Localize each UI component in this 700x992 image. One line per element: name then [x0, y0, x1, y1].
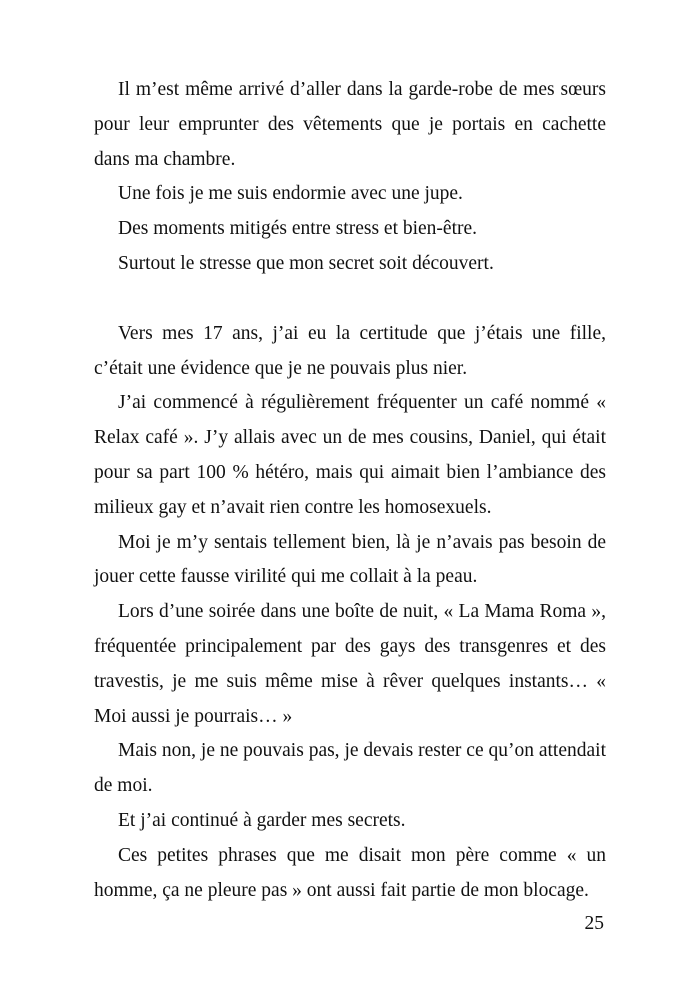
paragraph: Et j’ai continué à garder mes secrets.	[118, 809, 406, 831]
paragraph: Il m’est même arrivé d’aller dans la garde-robe de mes sœurs pour leur emprunter des vêtements que je portais en cachette dans ma chambre.	[94, 79, 606, 170]
page-number: 25	[584, 913, 604, 934]
paragraph: Vers mes 17 ans, j’ai eu la certitude que j’étais une fille, c’était une évidence que je ne pouvais plus nier.	[94, 322, 606, 379]
paragraph: Ces petites phrases que me disait mon père comme « un homme, ça ne pleure pas » ont aussi fait partie de mon blocage.	[94, 844, 606, 901]
paragraph: Lors d’une soirée dans une boîte de nuit, « La Mama Roma », fréquentée principalement par des gays des transgenres et des travestis, je me suis même mise à rêver quelques instants… « Moi aussi je pourrais… »	[94, 601, 606, 727]
paragraph: Une fois je me suis endormie avec une jupe.	[118, 183, 463, 205]
paragraph: Des moments mitigés entre stress et bien-être.	[118, 218, 478, 240]
paragraph: Mais non, je ne pouvais pas, je devais rester ce qu’on attendait de moi.	[94, 740, 606, 797]
paragraph: Moi je m’y sentais tellement bien, là je n’avais pas besoin de jouer cette fausse virilité qui me collait à la peau.	[94, 531, 606, 588]
section-break	[94, 282, 606, 317]
paragraph: Surtout le stresse que mon secret soit découvert.	[118, 252, 494, 274]
page-body	[94, 73, 606, 908]
paragraph: J’ai commencé à régulièrement fréquenter un café nommé « Relax café ». J’y allais avec un de mes cousins, Daniel, qui était pour sa part 100 % hétéro, mais qui aimait bien l’ambiance des milieux gay et n’avait rien contre les homosexuels.	[94, 392, 606, 518]
